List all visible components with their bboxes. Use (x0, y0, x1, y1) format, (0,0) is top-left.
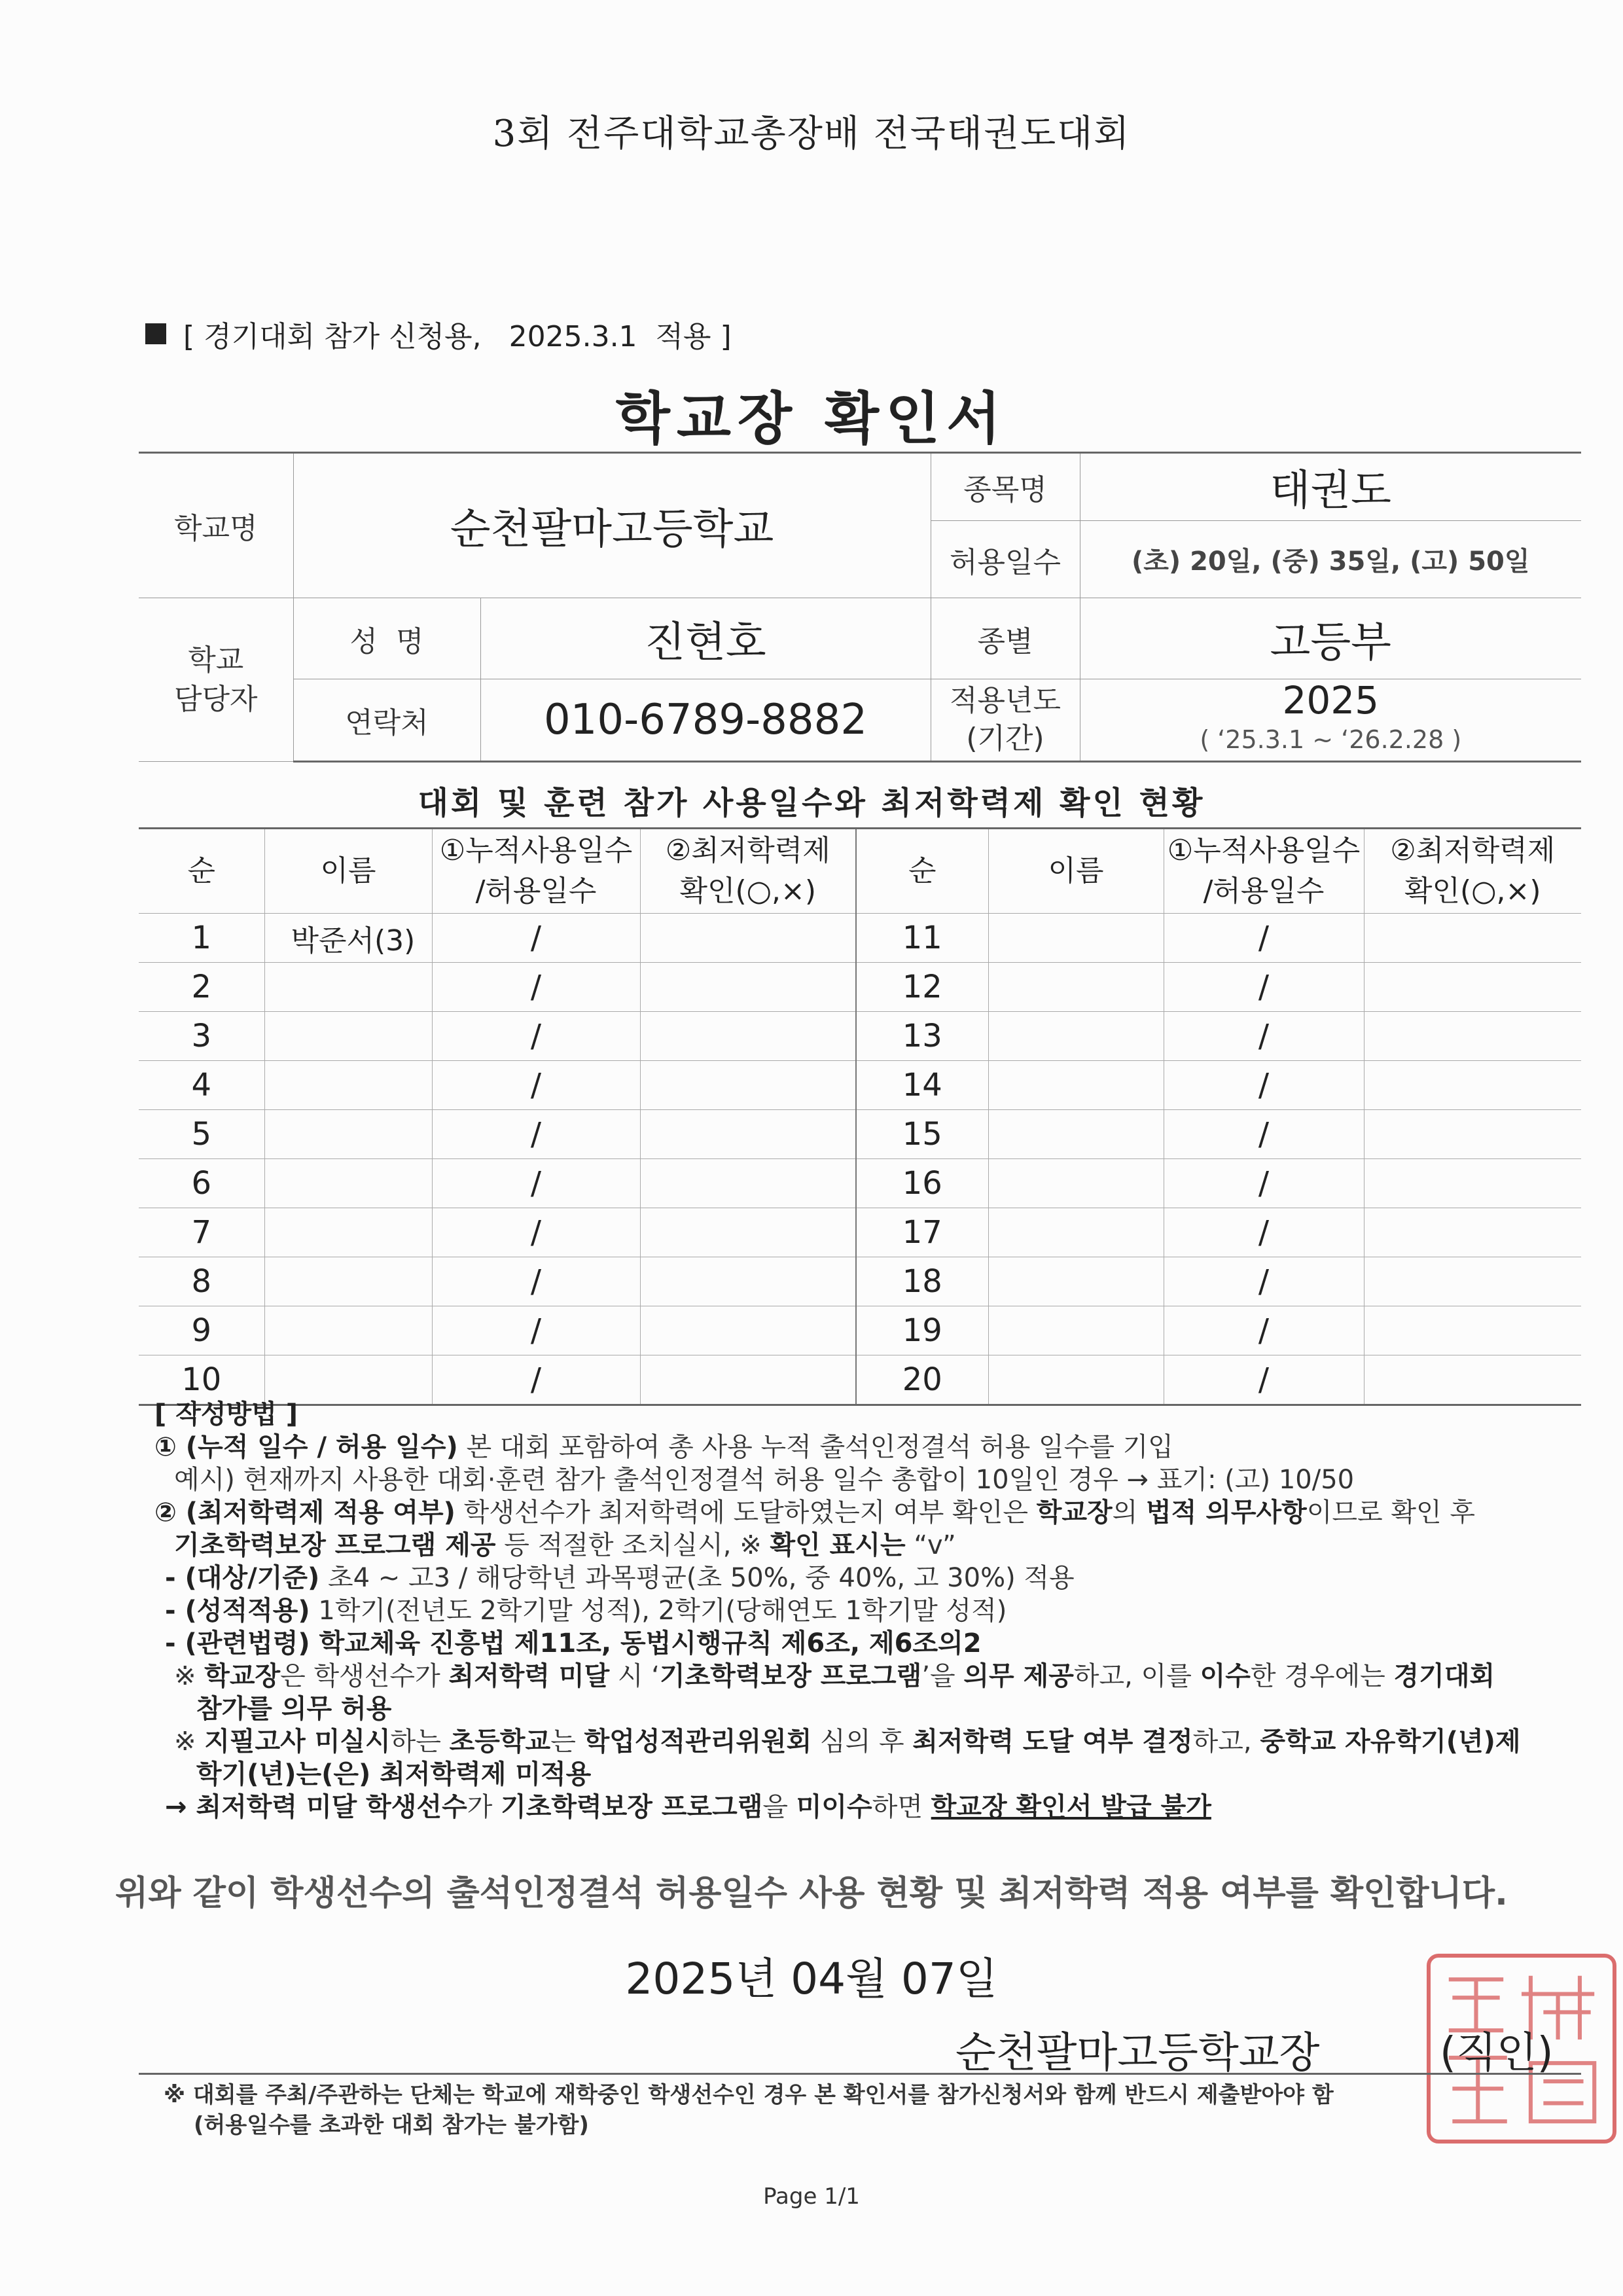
participant-name (264, 1257, 432, 1306)
participant-name (264, 1306, 432, 1355)
participant-name-right (988, 1012, 1164, 1061)
row-number-right: 16 (856, 1159, 988, 1208)
detail-grades-text: 1학기(전년도 2학기말 성적), 2학기(당해연도 1학기말 성적) (310, 1596, 1007, 1626)
instructions (154, 1398, 1607, 1823)
days-used-cell: / (432, 1012, 640, 1061)
remark-2-a: ※ (174, 1727, 205, 1757)
participant-name-right (988, 1061, 1164, 1110)
participant-name (264, 1159, 432, 1208)
row-number: 3 (139, 1012, 264, 1061)
col-check-header-line2: 확인(○,×) (679, 874, 817, 908)
days-used-cell-right: / (1164, 1012, 1364, 1061)
note-2-line2 (154, 1529, 1607, 1562)
row-number-right: 15 (856, 1110, 988, 1159)
table-row (139, 963, 1581, 1012)
event-title: 3회 전주대학교총장배 전국태권도대회 (492, 113, 1131, 155)
col-name-header-right: 이름 (988, 829, 1164, 914)
detail-grades (154, 1594, 1607, 1627)
col-days-header-right (1164, 829, 1364, 914)
col-no-header-right: 순 (856, 829, 988, 914)
days-used-cell-right: / (1164, 1306, 1364, 1355)
days-used-cell-right: / (1164, 1159, 1364, 1208)
academic-check-cell-right (1364, 914, 1581, 963)
days-used-cell: / (432, 1110, 640, 1159)
remark-2 (154, 1725, 1607, 1758)
days-used-cell: / (432, 1208, 640, 1257)
remark-3-f: 미이수 (796, 1792, 872, 1822)
row-number: 1 (139, 914, 264, 963)
remark-1-c: 은 학생선수가 (280, 1661, 449, 1691)
form-tag (145, 313, 732, 355)
col-check-header-right-line1: ②최저학력제 (1390, 834, 1556, 867)
days-used-cell: / (432, 1306, 640, 1355)
participant-name (264, 1012, 432, 1061)
days-used-cell-right: / (1164, 1061, 1364, 1110)
note-1-bold: ① (누적 일수 / 허용 일수) (154, 1432, 458, 1462)
col-days-header-right-line2: /허용일수 (1203, 874, 1325, 908)
remark-3-b: 최저학력 미달 학생선수 (196, 1792, 467, 1822)
allowed-days-label: 허용일수 (931, 521, 1080, 598)
remark-3-c: 가 (467, 1792, 501, 1822)
table-header-row (139, 829, 1581, 914)
academic-check-cell-right (1364, 1110, 1581, 1159)
contact-group-label-line2: 담당자 (173, 682, 258, 716)
academic-check-cell (640, 1110, 856, 1159)
participant-name (264, 1061, 432, 1110)
year-cell (1080, 679, 1581, 762)
row-number: 2 (139, 963, 264, 1012)
footnote-line1: ※ 대회를 주최/주관하는 단체는 학교에 재학중인 학생선수인 경우 본 확인서를 참가신청서와 함께 반드시 제출받아야 함 (164, 2082, 1334, 2108)
instructions-heading-text: [ 작성방법 ] (154, 1399, 298, 1429)
instructions-heading (154, 1398, 1607, 1431)
remark-2-b: 지필고사 미실시 (204, 1727, 391, 1757)
division-value: 고등부 (1080, 598, 1581, 679)
detail-law (154, 1627, 1607, 1660)
academic-check-cell (640, 1208, 856, 1257)
col-days-header-line1: ①누적사용일수 (439, 834, 633, 867)
participant-name (264, 1208, 432, 1257)
remark-2-j: 중학교 자유학기(년)제 (1260, 1727, 1521, 1757)
row-number: 9 (139, 1306, 264, 1355)
days-used-cell: / (432, 963, 640, 1012)
principal-title: 순천팔마고등학교장 (955, 2029, 1320, 2077)
school-label: 학교명 (139, 453, 293, 598)
days-used-cell-right: / (1164, 1355, 1364, 1405)
remark-3-g: 하면 (872, 1792, 931, 1822)
footer-divider (139, 2073, 1581, 2075)
remark-2-e: 는 (550, 1727, 584, 1757)
row-number-right: 19 (856, 1306, 988, 1355)
days-used-cell-right: / (1164, 1257, 1364, 1306)
row-number: 4 (139, 1061, 264, 1110)
detail-grades-bold: - (성적적용) (165, 1596, 310, 1626)
remark-1-m: 참가를 의무 허용 (196, 1694, 392, 1724)
table-row (139, 1012, 1581, 1061)
note-1-example: 예시) 현재까지 사용한 대회·훈련 참가 출석인정결석 허용 일수 총합이 10일인 경우 → 표기: (고) 10/50 (174, 1465, 1355, 1495)
participant-name (264, 1110, 432, 1159)
row-number-right: 11 (856, 914, 988, 963)
year-label-line2: (기간) (966, 722, 1044, 755)
remark-3-h: 학교장 확인서 발급 불가 (931, 1792, 1211, 1822)
remark-2-c: 하는 (390, 1727, 450, 1757)
remark-3 (154, 1791, 1607, 1823)
academic-check-cell-right (1364, 963, 1581, 1012)
participant-name-right (988, 1306, 1164, 1355)
participant-name-right (988, 963, 1164, 1012)
academic-check-cell-right (1364, 1257, 1581, 1306)
row-number-right: 14 (856, 1061, 988, 1110)
issue-date: 2025년 04월 07일 (625, 1954, 998, 2004)
name-label: 성 명 (293, 598, 480, 679)
col-name-header: 이름 (264, 829, 432, 914)
sport-value: 태권도 (1080, 453, 1581, 521)
row-number: 8 (139, 1257, 264, 1306)
days-used-cell-right: / (1164, 1110, 1364, 1159)
remark-2-line2 (154, 1758, 1607, 1791)
section-title: 대회 및 훈련 참가 사용일수와 최저학력제 확인 현황 (418, 785, 1205, 821)
page-number: Page 1/1 (763, 2183, 860, 2210)
days-used-cell: / (432, 1061, 640, 1110)
note-2-line2-bold2: 확인 표시는 (770, 1530, 906, 1560)
seal-mark: (직인) (1440, 2029, 1554, 2077)
detail-target-text: 초4 ~ 고3 / 해당학년 과목평균(초 50%, 중 40%, 고 30%) 적용 (319, 1563, 1075, 1593)
row-number: 7 (139, 1208, 264, 1257)
academic-check-cell-right (1364, 1306, 1581, 1355)
footnote-line2: (허용일수를 초과한 대회 참가는 불가함) (194, 2112, 589, 2138)
note-2-line2-text: 등 적절한 조치실시, ※ (495, 1530, 770, 1560)
participant-name-right (988, 914, 1164, 963)
year-period: ( ‘25.3.1 ~ ‘26.2.28 ) (1200, 725, 1462, 754)
remark-3-e: 을 (762, 1792, 796, 1822)
academic-check-cell-right (1364, 1012, 1581, 1061)
year-label-line1: 적용년도 (949, 684, 1061, 717)
note-2-bold: ② (최저학력제 적용 여부) (154, 1498, 455, 1528)
col-check-header (640, 829, 856, 914)
academic-check-cell-right (1364, 1159, 1581, 1208)
document-title: 학교장 확인서 (615, 386, 1008, 452)
row-number: 10 (139, 1355, 264, 1405)
academic-check-cell (640, 963, 856, 1012)
col-days-header-line2: /허용일수 (475, 874, 597, 908)
days-used-cell: / (432, 1159, 640, 1208)
days-used-cell-right: / (1164, 914, 1364, 963)
note-2-line2-mark: “v” (905, 1530, 956, 1560)
col-no-header: 순 (139, 829, 264, 914)
detail-law-text: 학교체육 진흥법 제11조, 동법시행규칙 제6조, 제6조의2 (310, 1628, 982, 1659)
note-2-bold-b: 학교장 (1036, 1498, 1113, 1528)
table-row (139, 1110, 1581, 1159)
row-number-right: 13 (856, 1012, 988, 1061)
year-value: 2025 (1282, 678, 1380, 723)
phone-value: 010-6789-8882 (480, 679, 931, 762)
table-row (139, 1306, 1581, 1355)
phone-label: 연락처 (293, 679, 480, 762)
contact-name: 진현호 (480, 598, 931, 679)
row-number: 6 (139, 1159, 264, 1208)
col-check-header-right (1364, 829, 1581, 914)
participant-name (264, 963, 432, 1012)
sport-label: 종목명 (931, 453, 1080, 521)
col-check-header-line1: ②최저학력제 (665, 834, 830, 867)
academic-check-cell (640, 1306, 856, 1355)
table-row (139, 1159, 1581, 1208)
square-bullet-icon (145, 323, 166, 344)
note-2-bold-d: 법적 의무사항 (1145, 1498, 1307, 1528)
contact-group-label-line1: 학교 (188, 643, 244, 677)
remark-1-e: 시 ‘ (609, 1661, 660, 1691)
remark-2-d: 초등학교 (449, 1727, 551, 1757)
note-2-text-e: 이므로 확인 후 (1306, 1498, 1476, 1528)
col-days-header (432, 829, 640, 914)
academic-check-cell (640, 1159, 856, 1208)
footnote (164, 2080, 1334, 2140)
days-used-cell: / (432, 1257, 640, 1306)
col-days-header-right-line1: ①누적사용일수 (1167, 834, 1361, 867)
remark-2-f: 학업성적관리위원회 (584, 1727, 812, 1757)
academic-check-cell (640, 1257, 856, 1306)
confirmation-statement: 위와 같이 학생선수의 출석인정결석 허용일수 사용 현황 및 최저학력 적용 여부를 확인합니다. (115, 1874, 1508, 1913)
contact-group-label (139, 598, 293, 762)
academic-check-cell-right (1364, 1061, 1581, 1110)
participant-name-right (988, 1208, 1164, 1257)
remark-1-a: ※ (174, 1661, 205, 1691)
participants-table (139, 827, 1581, 1406)
remark-1-d: 최저학력 미달 (448, 1661, 610, 1691)
table-row (139, 1061, 1581, 1110)
note-1 (154, 1431, 1607, 1463)
remark-1-h: 의무 제공 (963, 1661, 1074, 1691)
remark-1-j: 이수 (1200, 1661, 1251, 1691)
note-1-text: 본 대회 포함하여 총 사용 누적 출석인정결석 허용 일수를 기입 (457, 1432, 1173, 1462)
participant-name: 박준서(3) (264, 914, 432, 963)
remark-1-b: 학교장 (204, 1661, 281, 1691)
year-label (931, 679, 1080, 762)
remark-1-line2 (154, 1693, 1607, 1725)
participant-name-right (988, 1110, 1164, 1159)
remark-2-k: 학기(년)는(은) 최저학력제 미적용 (196, 1759, 592, 1789)
note-2-line2-bold: 기초학력보장 프로그램 제공 (174, 1530, 496, 1560)
row-number-right: 12 (856, 963, 988, 1012)
detail-target-bold: - (대상/기준) (165, 1563, 320, 1593)
remark-1-g: ’을 (921, 1661, 964, 1691)
remark-2-g: 심의 후 (812, 1727, 913, 1757)
remark-2-i: 하고, (1192, 1727, 1260, 1757)
remark-3-a: → (165, 1792, 196, 1822)
detail-target (154, 1562, 1607, 1594)
row-number: 5 (139, 1110, 264, 1159)
days-used-cell-right: / (1164, 963, 1364, 1012)
academic-check-cell (640, 914, 856, 963)
remark-1-i: 하고, 이를 (1073, 1661, 1200, 1691)
days-used-cell: / (432, 1355, 640, 1405)
academic-check-cell (640, 1012, 856, 1061)
days-used-cell-right: / (1164, 1208, 1364, 1257)
note-2-text-a: 학생선수가 최저학력에 도달하였는지 여부 확인은 (455, 1498, 1037, 1528)
allowed-days-value: (초) 20일, (중) 35일, (고) 50일 (1080, 521, 1581, 598)
col-check-header-right-line2: 확인(○,×) (1404, 874, 1541, 908)
row-number-right: 17 (856, 1208, 988, 1257)
division-label: 종별 (931, 598, 1080, 679)
days-used-cell: / (432, 914, 640, 963)
info-table (139, 452, 1581, 762)
academic-check-cell-right (1364, 1208, 1581, 1257)
participant-name-right (988, 1257, 1164, 1306)
detail-law-bold: - (관련법령) (165, 1628, 310, 1659)
table-row (139, 914, 1581, 963)
table-row (139, 1257, 1581, 1306)
note-2-text-c: 의 (1112, 1498, 1146, 1528)
form-tag-text: [ 경기대회 참가 신청용, 2025.3.1 적용 ] (183, 320, 732, 353)
row-number-right: 20 (856, 1355, 988, 1405)
row-number-right: 18 (856, 1257, 988, 1306)
participant-name-right (988, 1159, 1164, 1208)
academic-check-cell (640, 1061, 856, 1110)
note-2 (154, 1496, 1607, 1529)
remark-2-h: 최저학력 도달 여부 결정 (912, 1727, 1193, 1757)
remark-1-k: 한 경우에는 (1250, 1661, 1394, 1691)
remark-1-l: 경기대회 (1393, 1661, 1495, 1691)
remark-1 (154, 1660, 1607, 1693)
table-row (139, 1208, 1581, 1257)
remark-3-d: 기초학력보장 프로그램 (501, 1792, 763, 1822)
remark-1-f: 기초학력보장 프로그램 (660, 1661, 922, 1691)
school-name: 순천팔마고등학교 (293, 453, 931, 598)
